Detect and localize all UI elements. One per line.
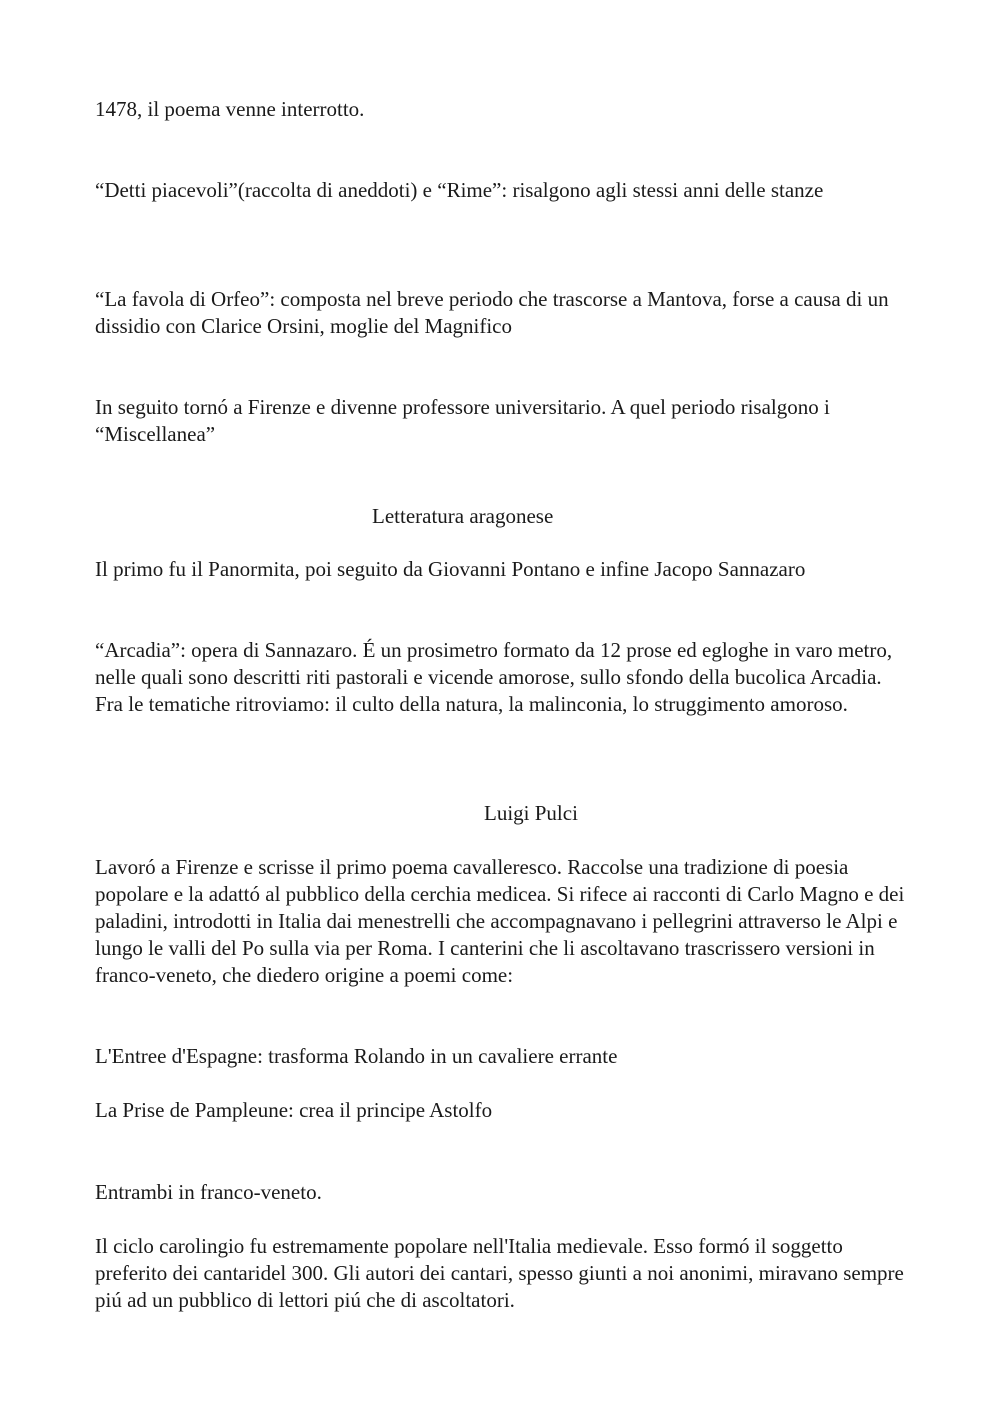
paragraph-entree-d-espagne: L'Entree d'Espagne: trasforma Rolando in un cavaliere errante [95,1044,618,1068]
paragraph-firenze-miscellanea: In seguito tornó a Firenze e divenne professore universitario. A quel periodo risalgono i “Miscellanea” [95,395,830,446]
paragraph-pulci-firenze: Lavoró a Firenze e scrisse il primo poema cavalleresco. Raccolse una tradizione di poesia popolare e la adattó al pubblico della cerchia medicea. Si rifece ai racconti di Carlo Magno e dei paladini, introdotti in Italia dai menestrelli che accompagnavano i pellegrini attraverso le Alpi e lungo le valli del Po sulla via per Roma. I canterini che li ascoltavano trascrissero versioni in franco-veneto, che diedero origine a poemi come: [95,855,905,987]
paragraph-detti-piacevoli: “Detti piacevoli”(raccolta di aneddoti) e “Rime”: risalgono agli stessi anni delle stanze [95,178,824,202]
paragraph-franco-veneto: Entrambi in franco-veneto. [95,1180,322,1204]
paragraph-arcadia: “Arcadia”: opera di Sannazaro. É un prosimetro formato da 12 prose ed egloghe in varo metro, nelle quali sono descritti riti pastorali e vicende amorose, sullo sfondo della bucolica Arcadia. Fra le tematiche ritroviamo: il culto della natura, la malinconia, lo struggimento amoroso. [95,638,893,716]
paragraph-poema-interrotto: 1478, il poema venne interrotto. [95,97,365,121]
heading-letteratura-aragonese: Letteratura aragonese [372,504,554,528]
heading-luigi-pulci: Luigi Pulci [484,801,578,825]
paragraph-ciclo-carolingio: Il ciclo carolingio fu estremamente popolare nell'Italia medievale. Esso formó il soggetto preferito dei cantaridel 300. Gli autori dei cantari, spesso giunti a noi anonimi, miravano sempre piú ad un pubblico di lettori piú che di ascoltatori. [95,1234,904,1312]
paragraph-prise-de-pampleune: La Prise de Pampleune: crea il principe Astolfo [95,1098,493,1122]
paragraph-favola-di-orfeo: “La favola di Orfeo”: composta nel breve periodo che trascorse a Mantova, forse a causa di un dissidio con Clarice Orsini, moglie del Magnifico [95,287,889,338]
paragraph-panormita: Il primo fu il Panormita, poi seguito da Giovanni Pontano e infine Jacopo Sannazaro [95,557,806,581]
